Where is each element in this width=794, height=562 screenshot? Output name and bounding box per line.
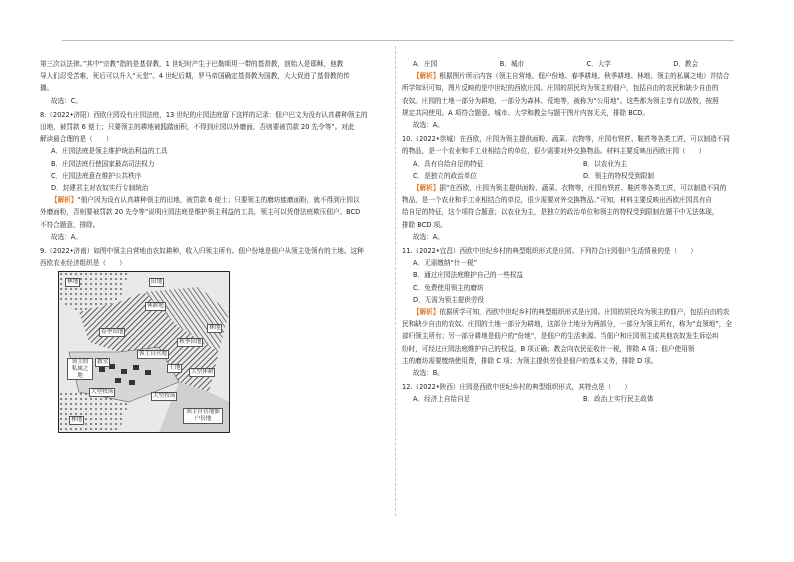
q10-options-row: [402, 170, 760, 182]
q11-stem: 11.（2022•宜昌）西欧中世纪乡村的典型组织形式是庄园。下列符合庄园佃户生活情景的是（ ）: [402, 247, 697, 256]
q8-stem: 8.（2022•济阳）西欧庄园设有庄园法庭，13 世纪的庄园法庭留下这样的记录：佃户巴文为没有认真耕种领主的: [40, 110, 368, 119]
q8-answer: 故选：A。: [51, 232, 82, 241]
q9-stem: 9.（2022•济南）如图中领主自营地由农奴耕种，收入归领主所有。佃户份地是佃户从领主处领有的土地。这种: [40, 247, 364, 256]
q8-analysis: 不符合题意，排除。: [40, 220, 100, 229]
q8-option-b[interactable]: B．庄园法庭行使国家最高司法权力: [51, 159, 155, 168]
header-rule: [62, 40, 734, 41]
q9-option-a[interactable]: A．庄园: [413, 60, 438, 68]
intro-line: 导人们忍受苦难，死后可以升入“天堂”。4 世纪后期，罗马帝国确定基督教为国教，大大促进了基督教的传: [40, 72, 350, 81]
q8-analysis: 【解析】“佃户因为没有认真耕种领主的田地，被罚款 6 便士；只要领主的磨坊能磨面粉，就不得到庄园以: [51, 196, 360, 205]
q10-stem: 10.（2022•崇城）在西欧，庄园为领主提供面粉、蔬菜、衣物等，庄园有铁匠、鞋匠等各类工匠，可以制造不同: [402, 135, 730, 144]
q9-answer: 故选：A。: [413, 121, 444, 130]
analysis-label: 【解析】: [413, 184, 440, 193]
analysis-label: 【解析】: [51, 196, 78, 205]
q11-option-b[interactable]: B．通过庄园法庭维护自己的一些权益: [413, 271, 524, 280]
map-label: 林地: [209, 325, 221, 332]
q11-analysis: 主的磨坊需要缴纳使用费，排除 C 项；为领主提供劳役是佃户的基本义务，排除 D 项。: [402, 356, 658, 365]
intro-line: 第三次以法律。”其中“宗教”指的是基督教，1 世纪时产生于巴勒斯坦一带的基督教，创始人是耶稣，他教: [40, 60, 344, 68]
q11-analysis: 纷时，可经过庄园法庭维护自己的权益，B 项正确；教会向农民征收什一税，排除 A 项；佃户使用领: [402, 344, 695, 353]
map-label: 林地: [67, 279, 79, 286]
q10-option-b[interactable]: B．以农业为主: [583, 159, 628, 168]
q10-option-c[interactable]: C．是独立的政治单位: [413, 171, 477, 180]
q9-option-b[interactable]: B．城市: [499, 60, 525, 68]
map-label: 林地: [71, 417, 83, 424]
q8-option-d[interactable]: D．封建君主对农奴实行专制统治: [51, 184, 149, 193]
map-label: 大型牧场: [91, 389, 114, 396]
q9-analysis: 农奴。庄园的土地一部分为耕地，一部分为森林、荒地等，被称为“公用地”。这些都为领主享有以放牧，按照: [402, 96, 719, 105]
q11-option-a[interactable]: A．无需缴纳“什一税”: [413, 259, 478, 268]
intro-answer: 故选：C。: [51, 96, 82, 105]
map-label: 土地: [169, 365, 181, 372]
q12-stem: 12.（2022•陕西）庄园是西欧中世纪乡村的典型组织形式，其特点是（ ）: [402, 383, 631, 392]
column-divider: [395, 46, 396, 516]
q8-stem: 解读最合理的是（ ）: [40, 135, 113, 144]
q11-answer: 故选：B。: [413, 369, 444, 378]
q9-analysis: 规定共同使用。A 项符合题意。城市、大学和教会与题干图片内容无关，排除 BCD。: [402, 108, 649, 117]
q10-analysis: 物品，是一个农业和手工业相结合的单位，很少需要对外交换物品。”可知，材料主要反映出西欧庄园具有自: [402, 196, 713, 205]
q10-options-row: [402, 158, 760, 170]
q10-stem: 的物品，是一个农业和手工业相结合的单位，很少需要对外交换物品。材料主要反映出西欧庄园（ ）: [402, 147, 706, 156]
q9-options: [402, 58, 760, 70]
q11-option-d[interactable]: D．无需为领主提供劳役: [413, 295, 485, 304]
map-label: 大型牧场: [153, 393, 176, 400]
left-column: [40, 58, 390, 435]
map-label: 田地: [151, 279, 163, 286]
q12-options-row: [402, 393, 760, 405]
map-label: 领主自营地: [139, 351, 167, 358]
q9-analysis: 【解析】根据图片所示内容（领主自营地、佃户份地、春季耕地、秋季耕地、林地、领主的私属之地）并结合: [413, 72, 730, 81]
map-label: 休耕地: [147, 303, 164, 310]
intro-line: 播。: [40, 84, 54, 93]
q9-analysis: 所学知识可知，图片反映的是中世纪的西欧庄园。庄园的居民均为领主的佃户，包括自由的农民和缺少自由的: [402, 84, 719, 93]
manor-map: [58, 271, 230, 433]
q11-analysis: 【解析】依据所学可知，西欧中世纪乡村的典型组织形式是庄园。庄园的居民均为领主的佃户，包括自由的农: [413, 308, 730, 317]
right-column: [402, 58, 760, 406]
q9-option-d[interactable]: D．教会: [673, 60, 699, 68]
map-label: 大型休耕: [191, 369, 214, 376]
map-label: 春季田地: [101, 329, 124, 336]
q10-option-d[interactable]: D．领主的特权受到限制: [583, 171, 655, 180]
map-label: 秋季田地: [179, 339, 202, 346]
q8-option-c[interactable]: C．庄园法庭意在维护公共秩序: [51, 171, 142, 180]
q8-option-a[interactable]: A．庄园法庭是领主维护统治利益的工具: [51, 147, 168, 156]
analysis-label: 【解析】: [413, 72, 440, 81]
q10-analysis: 【解析】据“在西欧，庄园为领主提供面粉、蔬菜、衣物等，庄园有铁匠、鞋匠等各类工匠，可以制造不同的: [413, 184, 727, 193]
map-label: 领主自营地佃户份地: [183, 408, 223, 423]
q10-option-a[interactable]: A．具有自给自足的特征: [413, 159, 484, 168]
map-label: 教堂: [97, 359, 109, 366]
q12-option-a[interactable]: A．经济上自给自足: [413, 395, 471, 404]
q9-option-c[interactable]: C．大学: [586, 60, 611, 68]
q10-analysis: 排除 BCD 项。: [402, 220, 447, 229]
q9-stem: 西欧农业经济组织是（ ）: [40, 259, 126, 268]
q10-analysis: 给自足的特征，这个项符合题意；以农业为主，是独立的政治单位和领主的特权受到限制在题干中无法体现，: [402, 208, 719, 217]
map-label: 领主的私属之地: [67, 358, 93, 380]
q11-option-c[interactable]: C．免费使用领主的磨坊: [413, 283, 484, 292]
q10-answer: 故选：A。: [413, 232, 444, 241]
q8-stem: 田地，被罚款 6 便士；只要领主的耕地被践踏面积，不得到庄园以外磨面，否则要被罚款 20 先令等”。对此: [40, 123, 355, 132]
q8-analysis: 外磨面粉，否则要被罚款 20 先令等”说明庄园法庭是维护领主利益的工具，领主可以凭借法庭欺压佃户。BCD: [40, 208, 361, 217]
q11-analysis: 部归领主所有；另一部分耕地是佃户的“份地”，是佃户的生活来源。当佃户和庄园领主或其他农奴发生诉讼纠: [402, 332, 719, 341]
analysis-label: 【解析】: [413, 308, 440, 317]
q11-analysis: 民和缺少自由的农奴。庄园的土地一部分为耕地，这部分土地分为两部分，一部分为领主所有，称为“直领地”，全: [402, 320, 732, 329]
q12-option-b[interactable]: B．政治上实行民主政体: [583, 395, 654, 404]
